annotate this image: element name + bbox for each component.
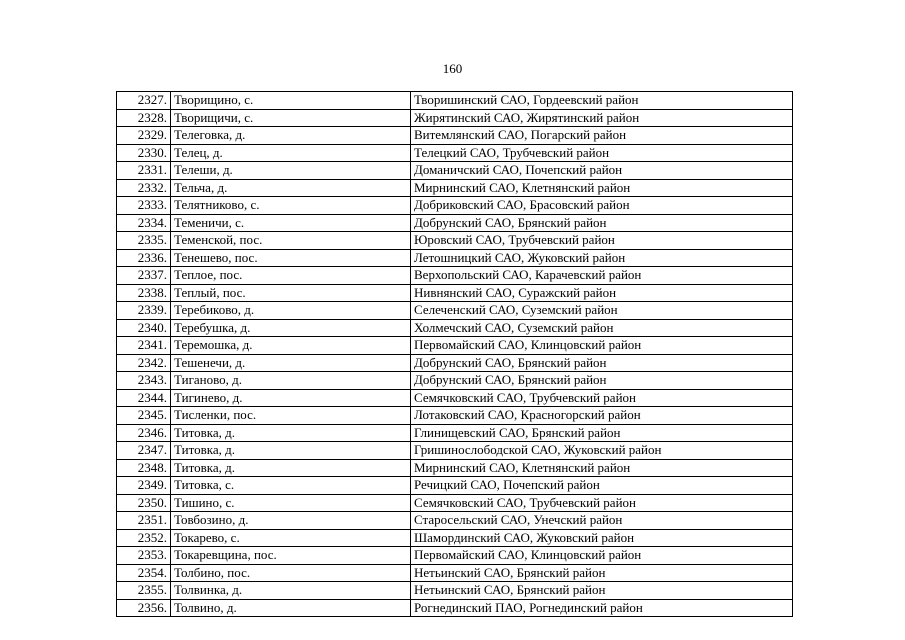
table-row xyxy=(117,197,793,215)
settlement-name: Теплое, пос. xyxy=(171,267,411,285)
row-number: 2350. xyxy=(117,494,171,512)
row-number: 2327. xyxy=(117,92,171,110)
settlement-name: Титовка, д. xyxy=(171,459,411,477)
administrative-district: Мирнинский САО, Клетнянский район xyxy=(411,459,793,477)
table-row xyxy=(117,92,793,110)
row-number: 2328. xyxy=(117,109,171,127)
administrative-district: Шамординский САО, Жуковский район xyxy=(411,529,793,547)
table-row xyxy=(117,407,793,425)
settlement-name: Теребушка, д. xyxy=(171,319,411,337)
settlement-name: Токарево, с. xyxy=(171,529,411,547)
settlement-name: Тешенечи, д. xyxy=(171,354,411,372)
settlement-name: Титовка, с. xyxy=(171,477,411,495)
table-row xyxy=(117,337,793,355)
settlement-name: Творищичи, с. xyxy=(171,109,411,127)
administrative-district: Добрунский САО, Брянский район xyxy=(411,372,793,390)
row-number: 2340. xyxy=(117,319,171,337)
table-row xyxy=(117,547,793,565)
administrative-district: Речицкий САО, Почепский район xyxy=(411,477,793,495)
table-row xyxy=(117,267,793,285)
settlement-name: Теремошка, д. xyxy=(171,337,411,355)
table-row xyxy=(117,424,793,442)
settlement-name: Толбино, пос. xyxy=(171,564,411,582)
settlement-name: Теменской, пос. xyxy=(171,232,411,250)
table-row xyxy=(117,249,793,267)
administrative-district: Старосельский САО, Унечский район xyxy=(411,512,793,530)
row-number: 2347. xyxy=(117,442,171,460)
settlement-name: Титовка, д. xyxy=(171,442,411,460)
table-row xyxy=(117,582,793,600)
settlements-table-body xyxy=(117,92,793,617)
row-number: 2338. xyxy=(117,284,171,302)
settlement-name: Телятниково, с. xyxy=(171,197,411,215)
row-number: 2351. xyxy=(117,512,171,530)
settlement-name: Титовка, д. xyxy=(171,424,411,442)
administrative-district: Верхопольский САО, Карачевский район xyxy=(411,267,793,285)
row-number: 2329. xyxy=(117,127,171,145)
administrative-district: Семячковский САО, Трубчевский район xyxy=(411,494,793,512)
settlement-name: Телеговка, д. xyxy=(171,127,411,145)
page-number: 160 xyxy=(442,61,463,76)
settlement-name: Теплый, пос. xyxy=(171,284,411,302)
table-row xyxy=(117,214,793,232)
administrative-district: Селеченский САО, Суземский район xyxy=(411,302,793,320)
table-row xyxy=(117,529,793,547)
table-row xyxy=(117,354,793,372)
row-number: 2355. xyxy=(117,582,171,600)
settlement-name: Телеши, д. xyxy=(171,162,411,180)
administrative-district: Семячковский САО, Трубчевский район xyxy=(411,389,793,407)
table-row xyxy=(117,284,793,302)
administrative-district: Холмечский САО, Суземский район xyxy=(411,319,793,337)
administrative-district: Рогнединский ПАО, Рогнединский район xyxy=(411,599,793,617)
table-row xyxy=(117,494,793,512)
table-row xyxy=(117,109,793,127)
administrative-district: Телецкий САО, Трубчевский район xyxy=(411,144,793,162)
administrative-district: Жирятинский САО, Жирятинский район xyxy=(411,109,793,127)
row-number: 2356. xyxy=(117,599,171,617)
table-row xyxy=(117,372,793,390)
administrative-district: Первомайский САО, Клинцовский район xyxy=(411,547,793,565)
row-number: 2343. xyxy=(117,372,171,390)
administrative-district: Первомайский САО, Клинцовский район xyxy=(411,337,793,355)
table-row xyxy=(117,389,793,407)
table-row xyxy=(117,442,793,460)
row-number: 2344. xyxy=(117,389,171,407)
row-number: 2352. xyxy=(117,529,171,547)
administrative-district: Нивнянский САО, Суражский район xyxy=(411,284,793,302)
administrative-district: Лотаковский САО, Красногорский район xyxy=(411,407,793,425)
row-number: 2333. xyxy=(117,197,171,215)
table-row xyxy=(117,599,793,617)
settlement-name: Теребиково, д. xyxy=(171,302,411,320)
settlements-table xyxy=(116,91,793,617)
row-number: 2346. xyxy=(117,424,171,442)
settlement-name: Тисленки, пос. xyxy=(171,407,411,425)
row-number: 2345. xyxy=(117,407,171,425)
row-number: 2330. xyxy=(117,144,171,162)
administrative-district: Творишинский САО, Гордеевский район xyxy=(411,92,793,110)
administrative-district: Глинищевский САО, Брянский район xyxy=(411,424,793,442)
settlement-name: Телец, д. xyxy=(171,144,411,162)
row-number: 2354. xyxy=(117,564,171,582)
administrative-district: Добрунский САО, Брянский район xyxy=(411,354,793,372)
table-row xyxy=(117,179,793,197)
administrative-district: Гришинослободской САО, Жуковский район xyxy=(411,442,793,460)
table-row xyxy=(117,564,793,582)
row-number: 2339. xyxy=(117,302,171,320)
row-number: 2341. xyxy=(117,337,171,355)
administrative-district: Витемлянский САО, Погарский район xyxy=(411,127,793,145)
administrative-district: Летошницкий САО, Жуковский район xyxy=(411,249,793,267)
settlement-name: Тенешево, пос. xyxy=(171,249,411,267)
administrative-district: Добриковский САО, Брасовский район xyxy=(411,197,793,215)
row-number: 2353. xyxy=(117,547,171,565)
table-row xyxy=(117,459,793,477)
row-number: 2337. xyxy=(117,267,171,285)
settlement-name: Тельча, д. xyxy=(171,179,411,197)
table-row xyxy=(117,162,793,180)
row-number: 2342. xyxy=(117,354,171,372)
administrative-district: Юровский САО, Трубчевский район xyxy=(411,232,793,250)
table-row xyxy=(117,127,793,145)
settlement-name: Тиганово, д. xyxy=(171,372,411,390)
row-number: 2332. xyxy=(117,179,171,197)
table-row xyxy=(117,477,793,495)
row-number: 2335. xyxy=(117,232,171,250)
row-number: 2336. xyxy=(117,249,171,267)
settlement-name: Товбозино, д. xyxy=(171,512,411,530)
row-number: 2334. xyxy=(117,214,171,232)
row-number: 2331. xyxy=(117,162,171,180)
administrative-district: Добрунский САО, Брянский район xyxy=(411,214,793,232)
table-row xyxy=(117,232,793,250)
settlement-name: Тишино, с. xyxy=(171,494,411,512)
row-number: 2349. xyxy=(117,477,171,495)
settlement-name: Творищино, с. xyxy=(171,92,411,110)
table-row xyxy=(117,302,793,320)
table-row xyxy=(117,144,793,162)
administrative-district: Доманичский САО, Почепский район xyxy=(411,162,793,180)
settlement-name: Токаревщина, пос. xyxy=(171,547,411,565)
row-number: 2348. xyxy=(117,459,171,477)
table-row xyxy=(117,512,793,530)
settlement-name: Тигинево, д. xyxy=(171,389,411,407)
table-row xyxy=(117,319,793,337)
settlement-name: Теменичи, с. xyxy=(171,214,411,232)
settlement-name: Толвинка, д. xyxy=(171,582,411,600)
administrative-district: Нетьинский САО, Брянский район xyxy=(411,582,793,600)
administrative-district: Нетьинский САО, Брянский район xyxy=(411,564,793,582)
settlement-name: Толвино, д. xyxy=(171,599,411,617)
administrative-district: Мирнинский САО, Клетнянский район xyxy=(411,179,793,197)
